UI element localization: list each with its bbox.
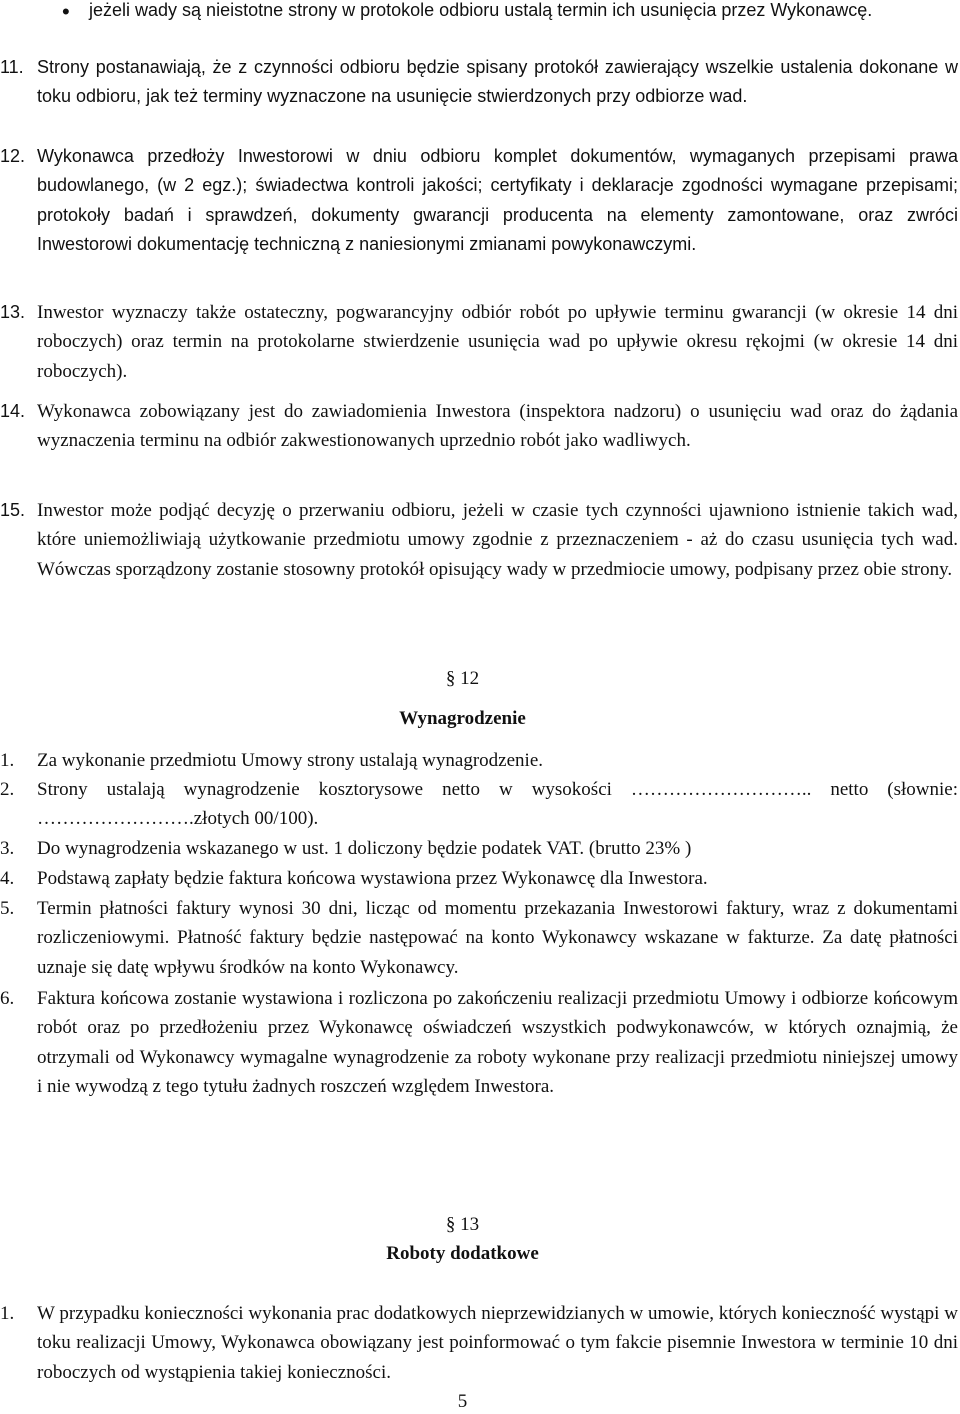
item-text: Wykonawca przedłoży Inwestorowi w dniu odbioru komplet dokumentów, wymaganych przepisami prawa budowlanego, (w 2 egz.); świadectwa kontroli jakości; certyfikaty i deklaracje zgodności wymagane przepisami; protokoły badań i sprawdzeń, dokumenty gwarancji producenta na elementy zamontowane, oraz zwróci Inwestorowi dokumentację techniczną z naniesionymi zmianami powykonawczymi. [37,146,958,254]
item-text: Za wykonanie przedmiotu Umowy strony ustalają wynagrodzenie. [37,750,543,771]
section-title: Wynagrodzenie [399,708,526,729]
item-number: 14. [0,401,26,421]
item-text: Inwestor wyznaczy także ostateczny, pogwarancyjny odbiór robót po upływie terminu gwarancji (w okresie 14 dni roboczych) oraz termin na protokolarne stwierdzenie usunięcia wad po upływie okresu rękojmi (w okresie 14 dni roboczych). [37,302,958,382]
item-number: 12. [0,146,26,166]
item-text: Strony postanawiają, że z czynności odbioru będzie spisany protokół zawierający wszelkie ustalenia dokonane w toku odbioru, jak też terminy wyznaczone na usunięcie stwierdzonych przy odbiorze wad. [37,57,958,107]
item-number: 2. [0,779,15,800]
item-text: Do wynagrodzenia wskazanego w ust. 1 doliczony będzie podatek VAT. (brutto 23% ) [37,838,692,859]
bullet-dot: • [62,0,70,24]
item-number: 11. [0,57,24,77]
item-number: 6. [0,988,15,1009]
item-number: 1. [0,1303,15,1324]
item-text: Inwestor może podjąć decyzję o przerwaniu odbioru, jeżeli w czasie tych czynności ujawniono istnienie takich wad, które uniemożliwiają użytkowanie przedmiotu umowy zgodnie z przeznaczeniem - aż do czasu usunięcia tych wad. Wówczas sporządzony zostanie stosowny protokół opisujący wady w przedmiocie umowy, podpisany przez obie strony. [37,500,958,580]
section-title: Roboty dodatkowe [386,1243,539,1264]
item-number: 13. [0,302,26,322]
item-text: Termin płatności faktury wynosi 30 dni, licząc od momentu przekazania Inwestorowi faktury, wraz z dokumentami rozliczeniowymi. Płatność faktury będzie następować na konto Wykonawcy wskazane w fakturze. Za datę płatności uznaje się datę wpływu środków na konto Wykonawcy. [37,898,958,978]
item-text: Faktura końcowa zostanie wystawiona i rozliczona po zakończeniu realizacji przedmiotu Umowy i odbiorze końcowym robót oraz po przedłożeniu przez Wykonawcę oświadczeń wszystkich podwykonawców, w których oznajmią, że otrzymali od Wykonawcy wymagalne wynagrodzenie za roboty wykonane przy realizacji przedmiotu niniejszej umowy i nie wywodzą z tego tytułu żadnych roszczeń względem Inwestora. [37,988,958,1097]
item-text: Podstawą zapłaty będzie faktura końcowa wystawiona przez Wykonawcę dla Inwestora. [37,868,708,889]
item-number: 1. [0,750,15,771]
item-text: Wykonawca zobowiązany jest do zawiadomienia Inwestora (inspektora nadzoru) o usunięciu wad oraz do żądania wyznaczenia terminu na odbiór zakwestionowanych uprzednio robót jako wadliwych. [37,401,958,452]
item-text: W przypadku konieczności wykonania prac dodatkowych nieprzewidzianych w umowie, których konieczność wystąpi w toku realizacji Umowy, Wykonawca obowiązany jest poinformować o tym fakcie pisemnie Inwestora w terminie 10 dni roboczych od wystąpienia takiej konieczności. [37,1303,958,1383]
item-number: 3. [0,838,15,859]
item-number: 5. [0,898,15,919]
section-heading: § 13 [445,1214,480,1235]
bullet-text: jeżeli wady są nieistotne strony w protokole odbioru ustalą termin ich usunięcia przez Wykonawcę. [89,0,873,20]
item-number: 15. [0,500,26,520]
section-heading: § 12 [445,668,480,689]
item-text: Strony ustalają wynagrodzenie kosztorysowe netto w wysokości ……………………….. netto (słownie: …………………….złotych 00/100). [37,779,958,830]
page-number: 5 [457,1391,468,1412]
item-number: 4. [0,868,15,889]
